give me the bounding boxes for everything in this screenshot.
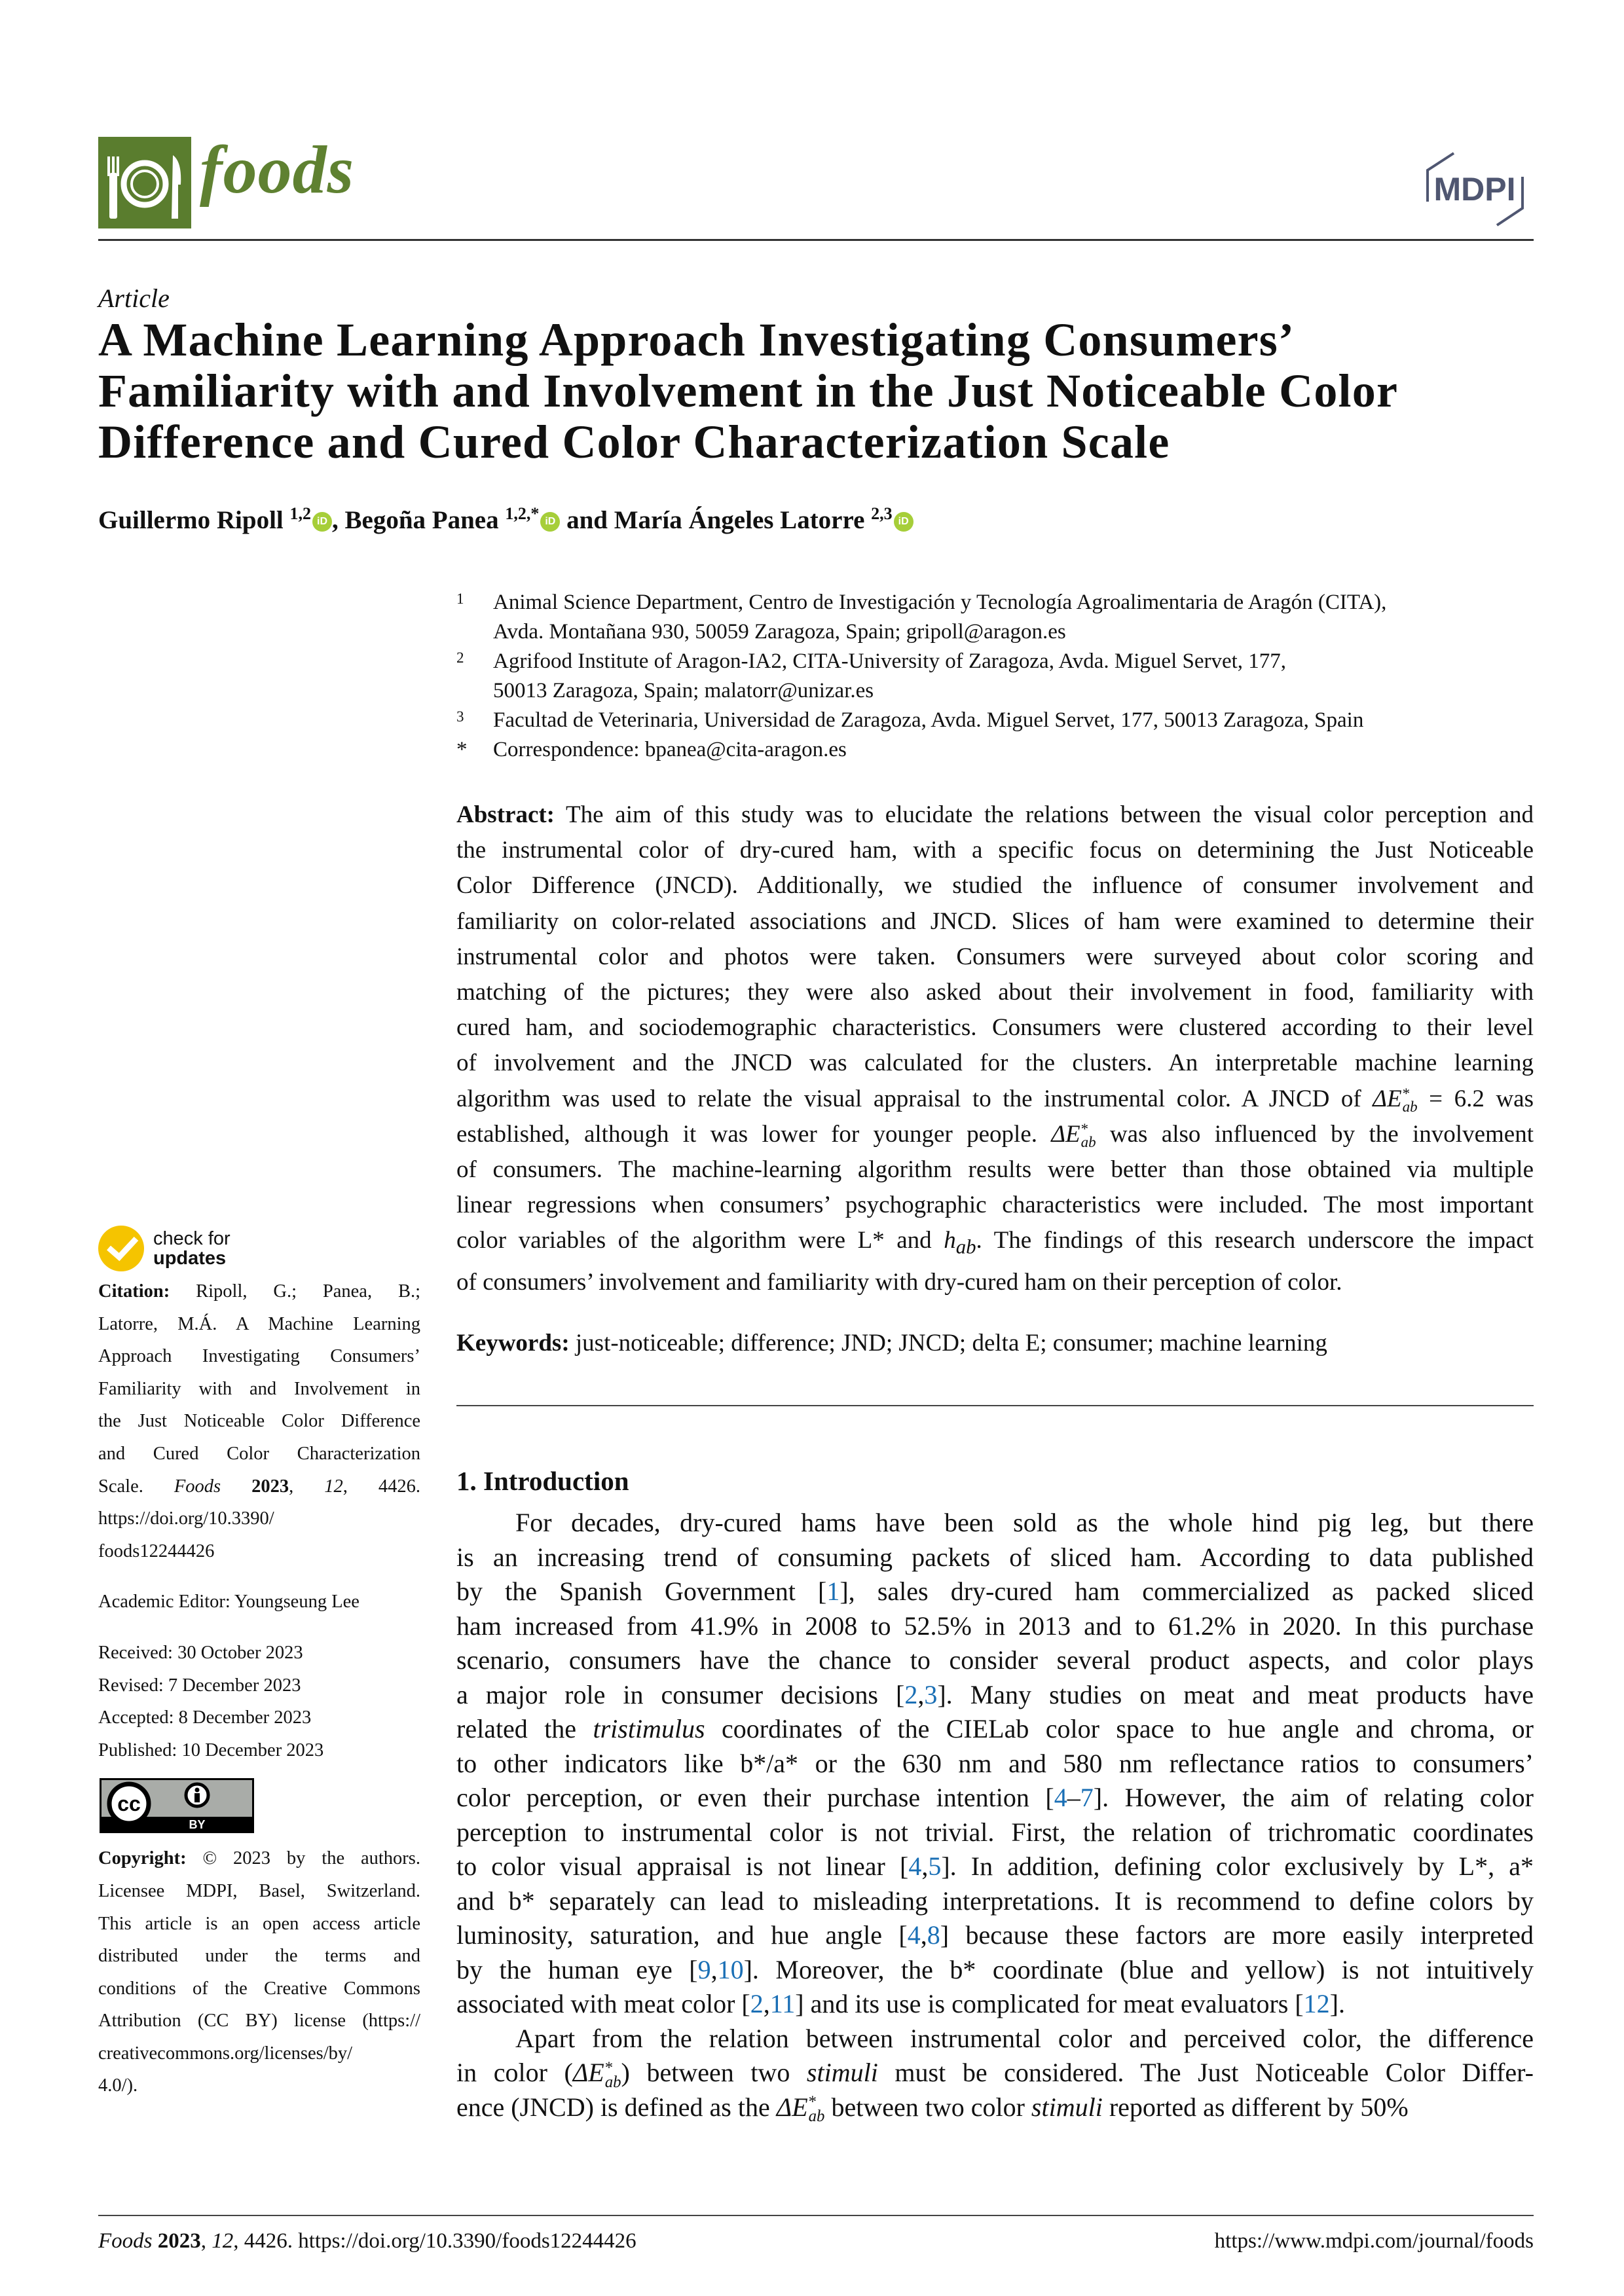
copyright-line: [98, 2069, 420, 2102]
text-run: must be considered. The Just Noticeable Color Differ-: [877, 2058, 1534, 2087]
check-for-updates-button[interactable]: [98, 1224, 420, 1273]
reference-link[interactable]: 10: [717, 1954, 744, 1984]
text-run: of consumers. The machine-learning algorithm results were better than those obtained via multiple: [456, 1156, 1534, 1184]
paragraph-line: [456, 1987, 1534, 2022]
text-run: © 2023 by the authors.: [186, 1848, 420, 1869]
bold-text: 2023: [251, 1476, 289, 1497]
text-run: ,: [200, 2229, 212, 2253]
text-run: ]. However, the aim of relating color: [1093, 1783, 1534, 1812]
text-run: of consumers’ involvement and familiarity with dry-cured ham on their perception of color.: [456, 1269, 1342, 1296]
text-run: ] because these factors are more easily interpreted: [940, 1920, 1534, 1950]
text-run: . The findings of this research underscore the impact: [976, 1227, 1534, 1254]
checkmark-icon: [98, 1226, 144, 1271]
citation-line: [98, 1438, 420, 1470]
paragraph-line: [456, 1678, 1534, 1713]
citation-line: [98, 1470, 420, 1503]
superscript: *: [808, 2093, 817, 2111]
citation-line: [98, 1503, 420, 1535]
subscript: ab: [955, 1235, 976, 1258]
text-run: Color Difference (JNCD). Additionally, we studied the influence of consumer involvement and: [456, 872, 1534, 900]
reference-link[interactable]: 2: [904, 1679, 918, 1709]
citation-line: [98, 1340, 420, 1373]
orcid-icon[interactable]: iD: [894, 512, 913, 532]
journal-url-link[interactable]: https://www.mdpi.com/journal/foods: [1214, 2229, 1534, 2253]
abstract-line: [456, 1152, 1534, 1188]
text-run: color variables of the algorithm were L* and: [456, 1227, 944, 1254]
copyright-line: [98, 2037, 420, 2070]
text-run: related the: [456, 1714, 593, 1743]
text-run: Familiarity with and Involvement in: [98, 1378, 420, 1399]
text-run: [221, 1476, 251, 1497]
text-run: color perception, or even their purchase intention [: [456, 1783, 1054, 1812]
author-name[interactable]: Guillermo Ripoll: [98, 506, 284, 534]
author-affiliation-marker: 2,3: [871, 504, 893, 523]
text-run: familiarity on color-related associations and JNCD. Slices of ham were examined to determine their: [456, 907, 1534, 935]
citation-line: [98, 1275, 420, 1308]
text-run: by the human eye [: [456, 1954, 698, 1984]
text-run: by the Spanish Government [: [456, 1576, 827, 1606]
italic-text: Foods: [98, 2229, 153, 2253]
italic-text: 12: [212, 2229, 234, 2253]
affiliations: [456, 588, 1537, 765]
reference-link[interactable]: 9: [697, 1954, 711, 1984]
delta-e-scripts: [604, 2058, 621, 2091]
copyright-line: [98, 1908, 420, 1941]
text-run: Ripoll, G.; Panea, B.;: [170, 1281, 420, 1302]
subscript: ab: [1080, 1134, 1096, 1151]
text-run: , 4426. https://doi.org/10.3390/foods12244426: [233, 2229, 637, 2253]
date-revised: Revised: 7 December 2023: [98, 1675, 301, 1696]
paragraph-line: [456, 2022, 1534, 2056]
cc-by-license-badge[interactable]: [100, 1778, 254, 1833]
title-line: Difference and Cured Color Characterization Scale: [98, 416, 1170, 468]
title-line: A Machine Learning Approach Investigating Consumers’: [98, 314, 1295, 366]
text-run: ]. In addition, defining color exclusively by L*, a*: [941, 1851, 1534, 1881]
affiliation: [456, 588, 1537, 647]
text-run: Scale.: [98, 1476, 174, 1497]
reference-link[interactable]: 12: [1303, 1989, 1330, 2018]
citation-line: [98, 1535, 420, 1568]
italic-text: tristimulus: [593, 1714, 705, 1743]
affiliation-line: Agrifood Institute of Aragon-IA2, CITA-University of Zaragoza, Avda. Miguel Servet, 177,: [493, 649, 1287, 673]
reference-link[interactable]: 2: [750, 1989, 764, 2018]
foods-journal-logo: [98, 137, 191, 228]
text-run: the instrumental color of dry-cured ham, with a specific focus on determining the Just Noticeable: [456, 837, 1534, 864]
text-run: 4.0/).: [98, 2075, 138, 2096]
abstract-line: [456, 1117, 1534, 1152]
author-affiliation-marker: 1,2: [289, 504, 311, 523]
text-run: ,: [920, 1920, 927, 1950]
updates-label: updates: [153, 1248, 227, 1269]
reference-link[interactable]: 4: [1054, 1783, 1067, 1812]
paragraph-line: [456, 1747, 1534, 1781]
author-list: [98, 504, 913, 535]
bold-text: 2023: [157, 2229, 201, 2253]
delta-e-base: ΔE: [1051, 1120, 1080, 1148]
citation-line: [98, 1405, 420, 1438]
text-run: algorithm was used to relate the visual appraisal to the instrumental color. A JNCD of: [456, 1085, 1373, 1112]
italic-text: stimuli: [806, 2058, 878, 2087]
abstract-line: [456, 1082, 1534, 1117]
reference-link[interactable]: 5: [928, 1851, 942, 1881]
affiliation: [456, 647, 1537, 706]
paragraph-line: [456, 1575, 1534, 1609]
abstract-line: [456, 1010, 1534, 1046]
mdpi-logo-text: MDPI: [1433, 171, 1516, 208]
paragraph-line: [456, 1506, 1534, 1540]
text-run: Licensee MDPI, Basel, Switzerland.: [98, 1880, 420, 1901]
text-run: and Cured Color Characterization: [98, 1443, 420, 1464]
superscript: *: [604, 2058, 614, 2077]
text-run: creativecommons.org/licenses/by/: [98, 2043, 353, 2064]
subscript: ab: [1402, 1099, 1418, 1116]
copyright-line: [98, 2005, 420, 2037]
text-run: is an increasing trend of consuming packets of sliced ham. According to data published: [456, 1542, 1534, 1572]
text-run: established, although it was lower for younger people.: [456, 1120, 1052, 1148]
text-run: instrumental color and photos were taken. Consumers were surveyed about color scoring and: [456, 943, 1534, 970]
superscript: *: [1080, 1120, 1089, 1137]
copyright-line: [98, 1973, 420, 2005]
affiliation-line: Facultad de Veterinaria, Universidad de Zaragoza, Avda. Miguel Servet, 177, 50013 Zaragoza, Spain: [493, 708, 1364, 732]
citation-block: [98, 1275, 420, 1567]
abstract-line: [456, 1188, 1534, 1223]
text-run: , 4426.: [342, 1476, 421, 1497]
author-separator: ,: [332, 506, 345, 534]
abstract-line: [456, 1223, 1534, 1265]
orcid-icon[interactable]: iD: [540, 512, 560, 532]
paragraph-line: [456, 2090, 1534, 2125]
text-run: perception to instrumental color is not trivial. First, the relation of trichromatic coordinates: [456, 1817, 1534, 1847]
text-run: ence (JNCD) is defined as the: [456, 2092, 777, 2122]
author-name[interactable]: Begoña Panea: [344, 506, 499, 534]
italic-text: Foods: [174, 1476, 221, 1497]
abstract: [456, 797, 1534, 1300]
text-run: a major role in consumer decisions [: [456, 1679, 905, 1709]
text-run: and b* separately can lead to misleading interpretations. It is recommend to define colors by: [456, 1886, 1534, 1916]
reference-link[interactable]: 8: [927, 1920, 940, 1950]
text-run: ham increased from 41.9% in 2008 to 52.5% in 2013 and to 61.2% in 2020. In this purchase: [456, 1611, 1534, 1641]
text-run: matching of the pictures; they were also asked about their involvement in food, familiarity with: [456, 979, 1534, 1006]
paragraph-line: [456, 1609, 1534, 1644]
text-run: This article is an open access article: [98, 1913, 420, 1934]
text-run: between two color: [824, 2092, 1031, 2122]
journal-name: foods: [200, 132, 355, 208]
section-heading-introduction: 1. Introduction: [456, 1466, 629, 1496]
bold-text: Citation:: [98, 1281, 170, 1302]
delta-e-symbol: [1373, 1085, 1418, 1116]
introduction-body: [456, 1506, 1534, 2124]
superscript: *: [1402, 1085, 1411, 1102]
delta-e-base: ΔE: [1373, 1085, 1402, 1112]
text-run: ].: [1329, 1989, 1345, 2018]
paragraph-line: [456, 1781, 1534, 1815]
text-run: of involvement and the JNCD was calculated for the clusters. An interpretable machine learning: [456, 1049, 1534, 1077]
copyright-line: [98, 1842, 420, 1875]
text-run: the Just Noticeable Color Difference: [98, 1411, 420, 1432]
citation-line: [98, 1373, 420, 1406]
text-run: –: [1067, 1783, 1080, 1812]
text-run: cured ham, and sociodemographic characteristics. Consumers were clustered according to their level: [456, 1014, 1534, 1042]
text-run: linear regressions when consumers’ psychographic characteristics were included. The most important: [456, 1192, 1534, 1219]
paragraph-line: [456, 1953, 1534, 1988]
text-run: Approach Investigating Consumers’: [98, 1346, 420, 1367]
date-published: Published: 10 December 2023: [98, 1740, 324, 1760]
text-run: ) between two: [621, 2058, 807, 2087]
italic-text: stimuli: [1031, 2092, 1103, 2122]
affiliation-line: Correspondence: bpanea@cita-aragon.es: [493, 738, 847, 761]
affiliation: [456, 735, 1537, 765]
paragraph-line: [456, 1850, 1534, 1884]
affiliation: [456, 706, 1537, 735]
text-run: The aim of this study was to elucidate the relations between the visual color perception and: [555, 801, 1534, 828]
academic-editor: Academic Editor: Youngseung Lee: [98, 1592, 360, 1613]
affiliation-line: Animal Science Department, Centro de Investigación y Tecnología Agroalimentaria de Aragón (CITA),: [493, 591, 1387, 614]
paragraph-line: [456, 1815, 1534, 1850]
orcid-icon[interactable]: iD: [312, 512, 332, 532]
mdpi-logo: [1414, 151, 1536, 228]
cc-icon: cc: [117, 1792, 141, 1816]
copyright-line: [98, 1875, 420, 1908]
bold-text: Abstract:: [456, 801, 555, 828]
reference-link[interactable]: 11: [769, 1989, 796, 2018]
footer-citation: [98, 2229, 637, 2253]
by-icon: BY: [189, 1818, 206, 1832]
subscript: ab: [808, 2107, 825, 2126]
delta-e-scripts: [1403, 1087, 1418, 1114]
abstract-line: [456, 1046, 1534, 1081]
reference-link[interactable]: 1: [826, 1576, 840, 1606]
abstract-line: [456, 1265, 1534, 1300]
reference-link[interactable]: 7: [1080, 1783, 1094, 1812]
text-run: https://doi.org/10.3390/: [98, 1508, 274, 1529]
italic-text: h: [944, 1227, 956, 1254]
abstract-line: [456, 904, 1534, 939]
text-run: was also influenced by the involvement: [1096, 1120, 1534, 1148]
abstract-line: [456, 868, 1534, 903]
author-separator: and: [560, 506, 614, 534]
date-received: Received: 30 October 2023: [98, 1642, 303, 1663]
italic-text: 12: [324, 1476, 343, 1497]
delta-e-symbol: [572, 2058, 621, 2091]
text-run: associated with meat color [: [456, 1989, 750, 2018]
text-run: ,: [921, 1851, 929, 1881]
delta-e-symbol: [776, 2092, 825, 2126]
text-run: in color (: [456, 2058, 573, 2087]
paragraph-line: [456, 1643, 1534, 1678]
sidebar: [98, 1224, 420, 2102]
paragraph-line: [456, 1712, 1534, 1747]
paragraph-line: [456, 1540, 1534, 1575]
check-for-label: check for: [153, 1228, 231, 1249]
author-affiliation-marker: 1,2,*: [505, 504, 540, 523]
text-run: = 6.2 was: [1417, 1085, 1534, 1112]
text-run: For decades, dry-cured hams have been sold as the whole hind pig leg, but there: [515, 1508, 1534, 1537]
copyright-block: [98, 1842, 420, 2102]
text-run: ,: [710, 1954, 718, 1984]
reference-link[interactable]: 4: [908, 1851, 922, 1881]
copyright-line: [98, 1940, 420, 1973]
abstract-line: [456, 833, 1534, 868]
article-title: [98, 314, 1539, 467]
delta-e-base: ΔE: [572, 2058, 604, 2087]
keywords: [456, 1329, 1327, 1357]
delta-e-scripts: [809, 2095, 825, 2124]
section-divider: [456, 1405, 1534, 1406]
affiliation-number: 1: [456, 591, 464, 607]
text-run: Latorre, M.Á. A Machine Learning: [98, 1313, 420, 1334]
text-run: just-noticeable; difference; JND; JNCD; delta E; consumer; machine learning: [569, 1330, 1327, 1357]
subscript: ab: [604, 2073, 621, 2091]
paragraph-line: [456, 1918, 1534, 1953]
reference-link[interactable]: 4: [907, 1920, 921, 1950]
delta-e-scripts: [1080, 1120, 1096, 1151]
text-run: foods12244426: [98, 1540, 215, 1561]
date-accepted: Accepted: 8 December 2023: [98, 1707, 312, 1728]
author-name[interactable]: María Ángeles Latorre: [614, 506, 865, 534]
citation-line: [98, 1308, 420, 1341]
paragraph-line: [456, 1884, 1534, 1919]
text-run: conditions of the Creative Commons: [98, 1978, 420, 1999]
text-run: ,: [917, 1679, 925, 1709]
text-run: luminosity, saturation, and hue angle [: [456, 1920, 908, 1950]
text-run: Apart from the relation between instrumental color and perceived color, the difference: [515, 2023, 1534, 2053]
abstract-line: [456, 975, 1534, 1010]
text-run: ,: [289, 1476, 325, 1497]
text-run: ]. Moreover, the b* coordinate (blue and yellow) is not intuitively: [743, 1954, 1534, 1984]
text-run: reported as different by 50%: [1102, 2092, 1409, 2122]
text-run: ,: [763, 1989, 770, 2018]
text-run: ] and its use is complicated for meat evaluators [: [795, 1989, 1304, 2018]
delta-e-base: ΔE: [776, 2092, 808, 2122]
fork-plate-knife-icon: [98, 137, 191, 228]
text-run: [153, 2229, 158, 2253]
affiliation-number: 2: [456, 649, 464, 666]
text-run: to color visual appraisal is not linear [: [456, 1851, 909, 1881]
affiliation-line: 50013 Zaragoza, Spain; malatorr@unizar.es: [493, 679, 874, 702]
title-line: Familiarity with and Involvement in the Just Noticeable Color: [98, 365, 1399, 417]
text-run: ], sales dry-cured ham commercialized as packed sliced: [840, 1576, 1534, 1606]
affiliation-line: Avda. Montañana 930, 50059 Zaragoza, Spain; gripoll@aragon.es: [493, 620, 1066, 644]
paragraph-line: [456, 2056, 1534, 2090]
article-type: Article: [98, 283, 170, 313]
text-run: ]. Many studies on meat and meat products have: [937, 1679, 1534, 1709]
text-run: coordinates of the CIELab color space to hue angle and chroma, or: [705, 1714, 1534, 1743]
bold-text: Keywords:: [456, 1330, 570, 1357]
delta-e-symbol: [1051, 1120, 1096, 1151]
text-run: scenario, consumers have the chance to consider several product aspects, and color plays: [456, 1645, 1534, 1675]
reference-link[interactable]: 3: [924, 1679, 938, 1709]
footer-divider: [98, 2215, 1534, 2216]
abstract-line: [456, 939, 1534, 975]
abstract-line: [456, 797, 1534, 833]
affiliation-number: 3: [456, 708, 464, 725]
header-divider: [98, 239, 1534, 241]
bold-text: Copyright:: [98, 1848, 187, 1869]
text-run: Attribution (CC BY) license (https://: [98, 2011, 420, 2032]
text-run: distributed under the terms and: [98, 1946, 420, 1967]
text-run: to other indicators like b*/a* or the 630 nm and 580 nm reflectance ratios to consumers’: [456, 1748, 1534, 1778]
affiliation-number: *: [456, 738, 468, 761]
